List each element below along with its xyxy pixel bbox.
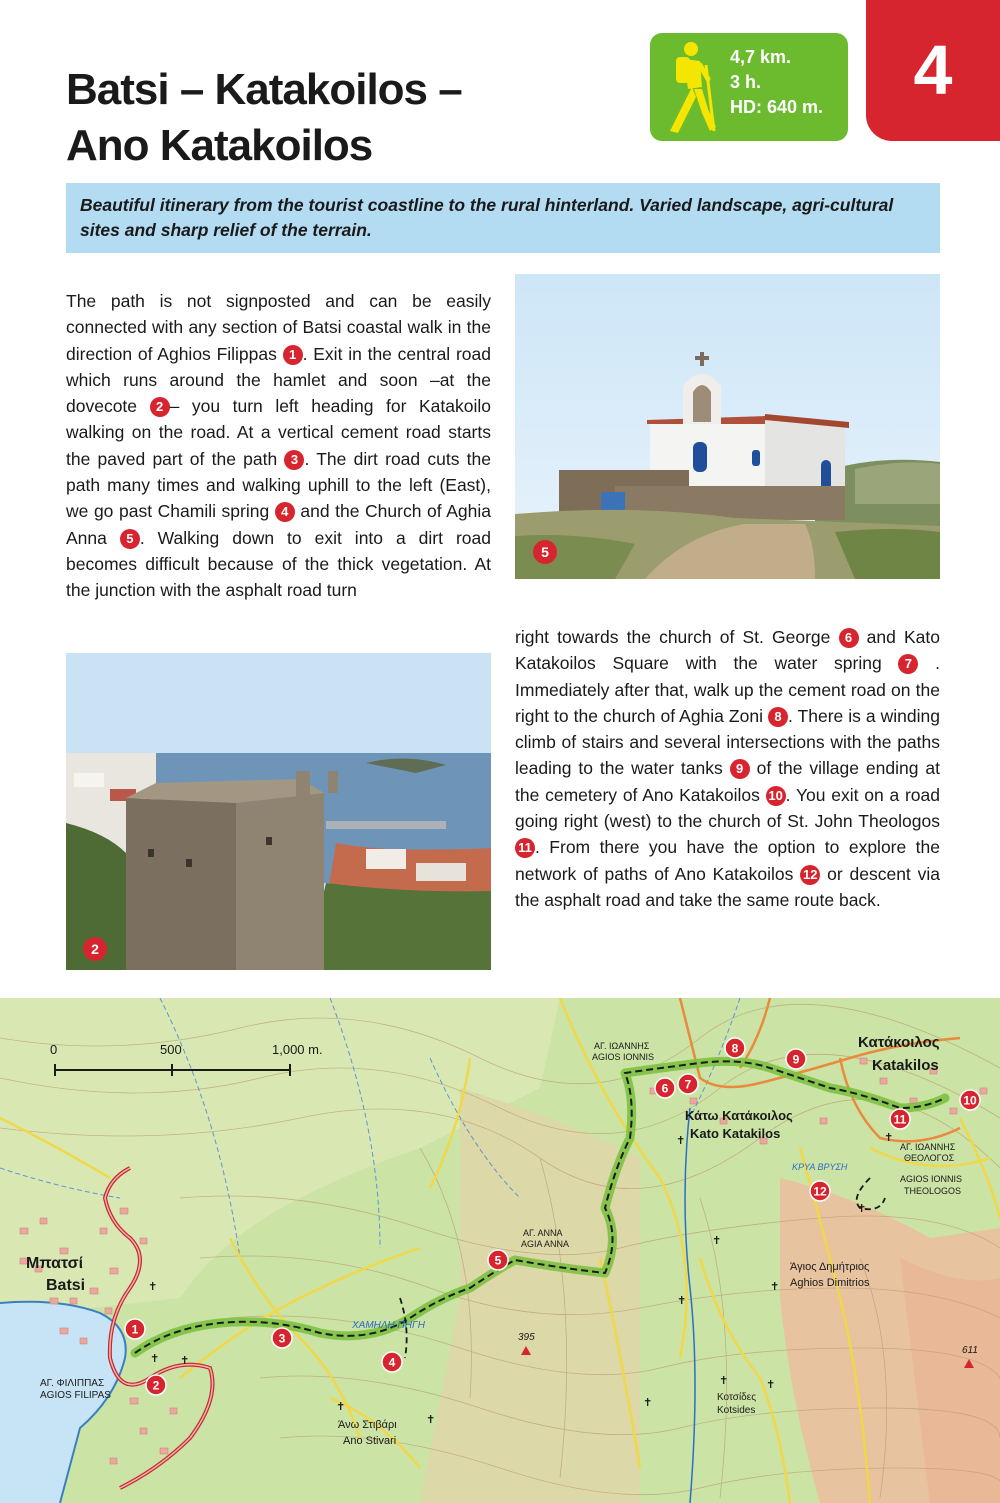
map-waypoint-label-2: 2 bbox=[152, 1378, 160, 1393]
scale-label-zero: 0 bbox=[50, 1042, 58, 1057]
label-krya-gr: ΚΡΥΑ ΒΡΥΣΗ bbox=[792, 1162, 848, 1172]
waypoint-marker-1: 1 bbox=[283, 345, 303, 365]
waypoint-marker-10: 10 bbox=[766, 786, 786, 806]
photo-badge-5: 5 bbox=[533, 540, 557, 564]
summary-text: Beautiful itinerary from the tourist coastline to the rural hinterland. Varied landscape, agri-cultural sites and sharp relief of the terrain. bbox=[80, 195, 894, 240]
label-anna-en: AGIA ANNA bbox=[521, 1239, 570, 1249]
svg-text:✝: ✝ bbox=[336, 1400, 346, 1413]
summary-box bbox=[66, 183, 940, 253]
map-waypoint-label-10: 10 bbox=[963, 1093, 977, 1108]
scale-label-mid: 500 bbox=[160, 1042, 182, 1057]
label-kotsides-en: Kotsides bbox=[717, 1405, 756, 1416]
map-waypoint-label-1: 1 bbox=[131, 1322, 139, 1337]
title-line-2: Ano Katakoilos bbox=[66, 121, 373, 170]
waypoint-marker-12: 12 bbox=[800, 865, 820, 885]
route-number-tab: 4 bbox=[866, 0, 1000, 141]
page-title bbox=[66, 62, 586, 174]
route-duration: 3 h. bbox=[730, 72, 762, 92]
waypoint-marker-7: 7 bbox=[898, 654, 918, 674]
label-chamili-gr: ΧΑΜΗΛΗ ΠΗΓΗ bbox=[352, 1320, 425, 1331]
label-kato-en: Kato Katakilos bbox=[690, 1126, 781, 1141]
label-dimitrios-gr: Άγιος Δημήτριος bbox=[790, 1261, 870, 1273]
label-filippas-en: AGIOS FILIPAS bbox=[40, 1390, 111, 1401]
route-stats-box bbox=[650, 33, 848, 141]
label-theologos-en2: THEOLOGOS bbox=[904, 1186, 962, 1196]
svg-text:✝: ✝ bbox=[857, 1202, 867, 1215]
body-text-column-2: right towards the church of St. George 6 and Kato Katakoilos Square with the water spring 7 . Immediately after that, walk up the cement road on the right to the church of Aghia Zoni 8 . There is a winding climb of stairs and several intersections with the paths leading to the water tanks 9 of the village ending at the cemetery of Ano Katakoilos 10 . You exit on a road going right (west) to the church of St. John Theologos 11 . From there you have the option to explore the network of paths of Ano Katakoilos 12 or descent via the asphalt road and take the same route back. bbox=[515, 627, 941, 910]
map-waypoint-label-11: 11 bbox=[893, 1112, 907, 1127]
svg-text:✝: ✝ bbox=[884, 1131, 894, 1144]
label-filippas-gr: ΑΓ. ΦΙΛΙΠΠΑΣ bbox=[40, 1378, 105, 1389]
waypoint-marker-8: 8 bbox=[768, 707, 788, 727]
waypoint-marker-4: 4 bbox=[275, 502, 295, 522]
svg-text:✝: ✝ bbox=[712, 1234, 722, 1247]
map-waypoint-label-8: 8 bbox=[731, 1041, 739, 1056]
waypoint-marker-3: 3 bbox=[284, 450, 304, 470]
map-waypoint-label-9: 9 bbox=[792, 1052, 800, 1067]
svg-text:✝: ✝ bbox=[180, 1354, 190, 1367]
scale-label-end: 1,000 m. bbox=[272, 1042, 323, 1057]
svg-text:✝: ✝ bbox=[676, 1134, 686, 1147]
map-waypoint-label-12: 12 bbox=[813, 1184, 827, 1199]
waypoint-marker-5: 5 bbox=[120, 529, 140, 549]
label-dimitrios-en: Aghios Dimitrios bbox=[790, 1277, 870, 1289]
waypoint-marker-2: 2 bbox=[150, 397, 170, 417]
label-kato-gr: Κάτω Κατάκοιλος bbox=[685, 1108, 793, 1123]
label-theologos-gr2: ΘΕΟΛΟΓΟΣ bbox=[904, 1153, 955, 1163]
map-waypoint-label-3: 3 bbox=[278, 1331, 286, 1346]
label-stivari-gr: Άνω Στιβάρι bbox=[338, 1419, 397, 1431]
svg-text:✝: ✝ bbox=[677, 1294, 687, 1307]
label-theologos-gr1: ΑΓ. ΙΩΑΝΝΗΣ bbox=[900, 1142, 956, 1152]
map-waypoint-label-6: 6 bbox=[661, 1081, 669, 1096]
hiker-icon bbox=[658, 39, 720, 135]
label-ioannis-gr: ΑΓ. ΙΩΑΝΝΗΣ bbox=[594, 1041, 650, 1051]
route-map bbox=[0, 998, 1000, 1503]
svg-text:✝: ✝ bbox=[150, 1352, 160, 1365]
title-line-1: Batsi – Katakoilos – bbox=[66, 65, 462, 114]
waypoint-marker-9: 9 bbox=[730, 759, 750, 779]
map-waypoint-label-7: 7 bbox=[684, 1077, 692, 1092]
peak-395-label: 395 bbox=[518, 1332, 535, 1343]
svg-text:✝: ✝ bbox=[719, 1374, 729, 1387]
waypoint-marker-11: 11 bbox=[515, 838, 535, 858]
peak-611-label: 611 bbox=[962, 1345, 978, 1356]
route-distance: 4,7 km. bbox=[730, 47, 792, 67]
waypoint-marker-6: 6 bbox=[839, 628, 859, 648]
label-stivari-en: Ano Stivari bbox=[343, 1435, 397, 1447]
body-text-column-1: The path is not signposted and can be easily connected with any section of Batsi coastal walk in the direction of Aghios Filippas 1 . Exit in the central road which runs around the hamlet and soon –at the dovecote 2 – you turn left heading for Katakoilo walking on the road. At a vertical cement road starts the paved part of the path 3 . The dirt road cuts the path many times and walking uphill to the left (East), we go past Chamili spring 4 and the Church of Aghia Anna 5 . Walking down to exit into a dirt road becomes difficult because of the thick vegetation. At the junction with the asphalt road turn bbox=[66, 291, 491, 601]
svg-text:✝: ✝ bbox=[148, 1280, 158, 1293]
label-theologos-en1: AGIOS IONNIS bbox=[900, 1174, 963, 1184]
label-kotsides-gr: Κοτσίδες bbox=[717, 1392, 757, 1403]
label-anna-gr: ΑΓ. ΑΝΝΑ bbox=[523, 1228, 563, 1238]
label-katakilos-en: Katakilos bbox=[872, 1057, 939, 1074]
map-waypoint-label-4: 4 bbox=[388, 1355, 396, 1370]
svg-text:✝: ✝ bbox=[426, 1413, 436, 1426]
label-ioannis-en: AGIOS IONNIS bbox=[592, 1052, 655, 1062]
route-height-difference: HD: 640 m. bbox=[730, 97, 824, 117]
label-batsi-gr: Μπατσί bbox=[26, 1255, 84, 1272]
dovecote-photo bbox=[66, 653, 491, 970]
svg-text:✝: ✝ bbox=[766, 1378, 776, 1391]
photo-badge-2: 2 bbox=[83, 937, 107, 961]
label-katakilos-gr: Κατάκοιλος bbox=[858, 1034, 940, 1051]
church-photo bbox=[515, 274, 940, 579]
svg-text:✝: ✝ bbox=[643, 1396, 653, 1409]
map-waypoint-label-5: 5 bbox=[494, 1253, 502, 1268]
svg-text:✝: ✝ bbox=[770, 1280, 780, 1293]
label-batsi-en: Batsi bbox=[46, 1277, 86, 1294]
route-stats-text bbox=[730, 45, 823, 120]
